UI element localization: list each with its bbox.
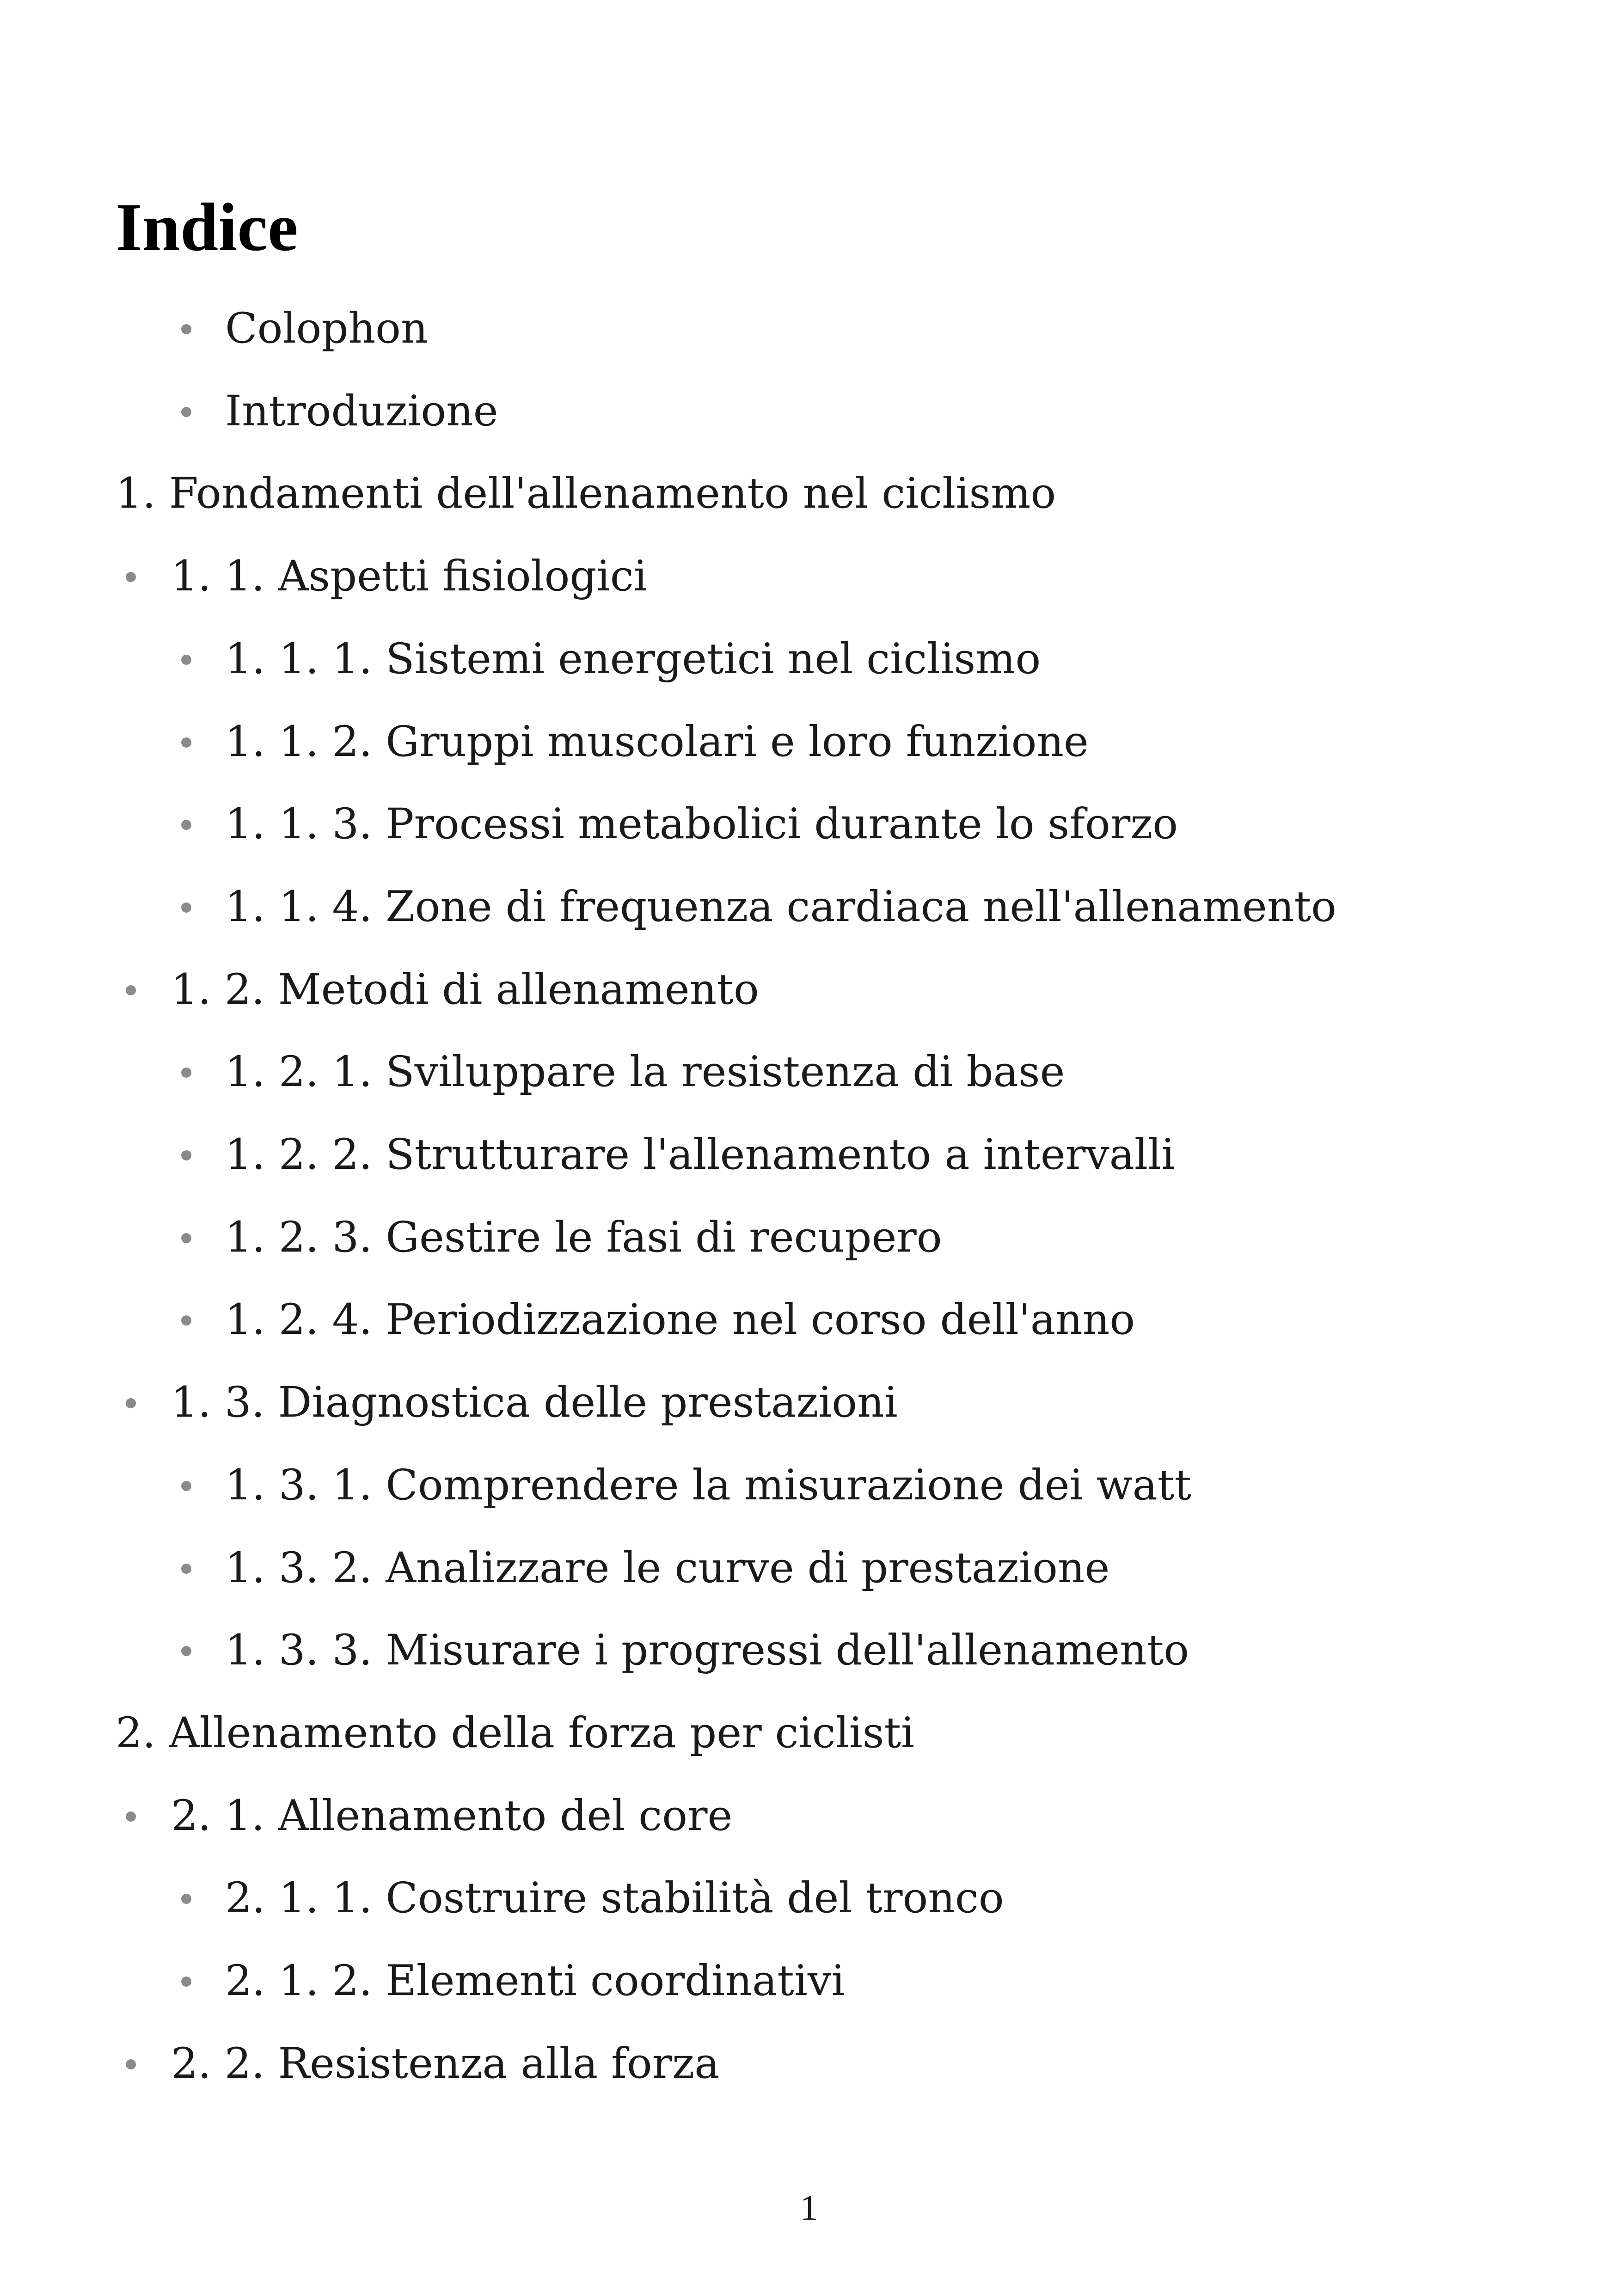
bullet-icon xyxy=(181,1977,191,1987)
toc-entry-label: 1. 3. Diagnostica delle prestazioni xyxy=(171,1378,898,1427)
bullet-icon xyxy=(126,1398,136,1408)
toc-entry-label: 1. 3. 2. Analizzare le curve di prestazione xyxy=(225,1544,1110,1592)
toc-entry-label: 2. 2. Resistenza alla forza xyxy=(171,2039,720,2088)
toc-entry-label: 1. 3. 1. Comprendere la misurazione dei watt xyxy=(225,1461,1191,1510)
toc-entry-label: 2. Allenamento della forza per ciclisti xyxy=(116,1709,915,1757)
toc-entry-label: 2. 1. 1. Costruire stabilità del tronco xyxy=(225,1874,1004,1922)
bullet-icon xyxy=(181,1315,191,1326)
toc-entry-label: 1. 2. 3. Gestire le fasi di recupero xyxy=(225,1213,942,1262)
bullet-icon xyxy=(181,1150,191,1160)
toc-entry-label: 1. 1. 3. Processi metabolici durante lo sforzo xyxy=(225,800,1178,848)
toc-entry-label: Colophon xyxy=(225,304,428,353)
bullet-icon xyxy=(181,324,191,334)
toc-entry-label: 1. 1. 2. Gruppi muscolari e loro funzione xyxy=(225,718,1089,766)
bullet-icon xyxy=(181,737,191,748)
bullet-icon xyxy=(181,407,191,417)
page-title: Indice xyxy=(116,190,298,265)
bullet-icon xyxy=(126,985,136,995)
bullet-icon xyxy=(126,572,136,582)
toc-entry-label: 1. 2. 4. Periodizzazione nel corso dell'anno xyxy=(225,1295,1135,1344)
bullet-icon xyxy=(181,1233,191,1243)
bullet-icon xyxy=(181,1646,191,1656)
toc-entry-label: 2. 1. Allenamento del core xyxy=(171,1792,733,1840)
page-number: 1 xyxy=(800,2187,818,2228)
toc-entry-label: 1. 1. 1. Sistemi energetici nel ciclismo xyxy=(225,635,1041,683)
toc-entry-label: Introduzione xyxy=(225,387,498,436)
bullet-icon xyxy=(181,655,191,665)
bullet-icon xyxy=(126,2059,136,2069)
toc-entry-label: 1. 1. Aspetti fisiologici xyxy=(171,552,647,601)
bullet-icon xyxy=(181,1068,191,1078)
toc-entry-label: 1. 2. 2. Strutturare l'allenamento a intervalli xyxy=(225,1130,1175,1179)
toc-entry-label: 1. 2. Metodi di allenamento xyxy=(171,965,759,1014)
toc-entry-label: 1. 2. 1. Sviluppare la resistenza di base xyxy=(225,1048,1065,1096)
bullet-icon xyxy=(181,902,191,913)
bullet-icon xyxy=(126,1811,136,1822)
bullet-icon xyxy=(181,1481,191,1491)
toc-entry-label: 1. 1. 4. Zone di frequenza cardiaca nell'allenamento xyxy=(225,883,1336,931)
bullet-icon xyxy=(181,1564,191,1574)
bullet-icon xyxy=(181,820,191,830)
toc-entry-label: 1. Fondamenti dell'allenamento nel ciclismo xyxy=(116,469,1056,518)
bullet-icon xyxy=(181,1894,191,1904)
toc-entry-label: 2. 1. 2. Elementi coordinativi xyxy=(225,1957,845,2005)
toc-entry-label: 1. 3. 3. Misurare i progressi dell'allenamento xyxy=(225,1626,1189,1675)
